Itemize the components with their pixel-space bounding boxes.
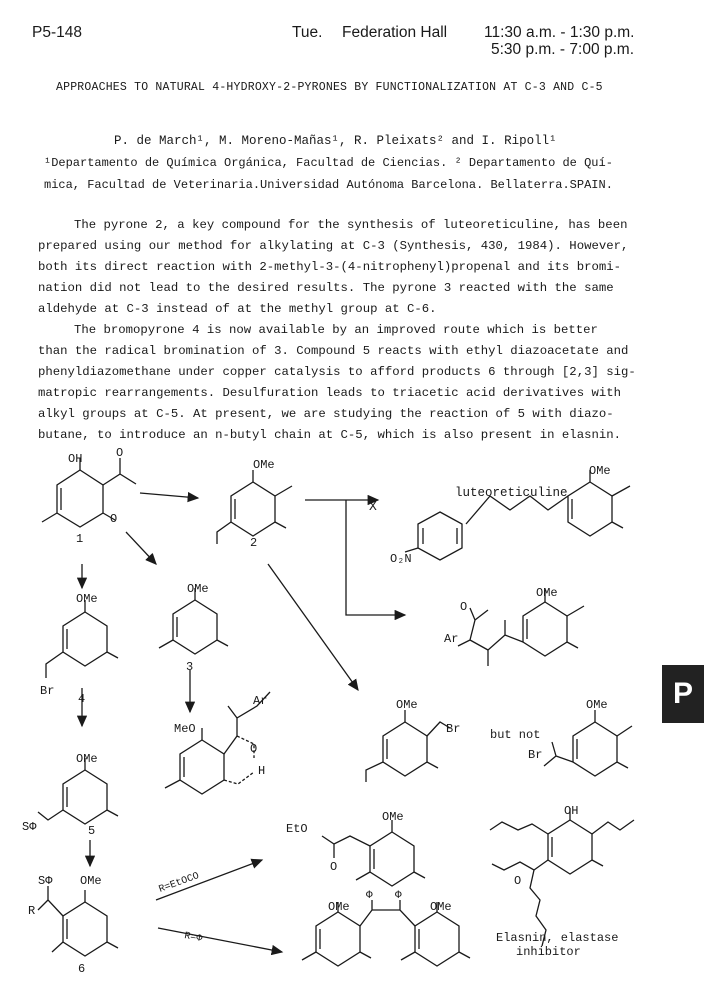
elasnin-caption: Elasnin, elastase — [496, 931, 619, 945]
author-list: P. de March¹, M. Moreno-Mañas¹, R. Pleixats² and I. Ripoll¹ — [114, 134, 557, 148]
nitro-label: O₂N — [390, 552, 412, 566]
ketone-oxygen-label: O — [514, 874, 522, 888]
hydroxy-label: OH — [564, 804, 579, 818]
compound-2-label: 2 — [250, 536, 258, 550]
aryl-label: Ar — [444, 632, 459, 646]
abstract-line: butane, to introduce an n-butyl chain at C-5, which is also present in elasnin. — [38, 428, 621, 442]
no-reaction-mark: X — [369, 499, 377, 514]
phenyl-label: Φ — [366, 890, 373, 902]
abstract-line: prepared using our method for alkylating at C-3 (Synthesis, 430, 1984). However, — [38, 239, 629, 253]
abstract-line: The bromopyrone 4 is now available by an improved route which is better — [74, 323, 598, 337]
methoxy-label: OMe — [187, 582, 209, 596]
thiophenyl-label: SΦ — [22, 820, 37, 834]
condition-phenyl: R=Φ — [183, 931, 203, 946]
bromo-label: Br — [40, 684, 55, 698]
session-time-2: 5:30 p.m. - 7:00 p.m. — [491, 41, 635, 58]
methoxy-label: OMe — [76, 752, 98, 766]
abstract-line: alkyl groups at C-5. At present, we are studying the reaction of 5 with diazo- — [38, 407, 614, 421]
abstract-line: than the radical bromination of 3. Compound 5 reacts with ethyl diazoacetate and — [38, 344, 629, 358]
session-location: Federation Hall — [342, 24, 448, 41]
hydroxyl-oxygen-label: O — [250, 742, 258, 756]
carbonyl-label: O — [116, 446, 124, 460]
section-tab-p: P — [662, 665, 704, 723]
abstract-line: nation did not lead to the desired results. The pyrone 3 reacted with the same — [38, 281, 614, 295]
methoxy-label: OMe — [586, 698, 608, 712]
r-group-label: R — [28, 904, 36, 918]
bromo-label: Br — [528, 748, 543, 762]
methoxy-label: OMe — [80, 874, 102, 888]
compound-5-label: 5 — [88, 824, 96, 838]
methoxy-label: OMe — [536, 586, 558, 600]
methoxy-label: OMe — [382, 810, 404, 824]
condition-ester: R=EtOCO — [157, 871, 201, 896]
methoxy-label: MeO — [174, 722, 196, 736]
ring-oxygen-label: O — [110, 512, 118, 526]
affiliation-line: ¹Departamento de Química Orgánica, Facultad de Ciencias. ² Departamento de Quí- — [44, 156, 613, 170]
compound-3-label: 3 — [186, 660, 194, 674]
methoxy-label: OMe — [253, 458, 275, 472]
affiliation-line: mica, Facultad de Veterinaria.Universidad Autónoma Barcelona. Bellaterra.SPAIN. — [44, 178, 613, 192]
aldehyde-oxygen-label: O — [460, 600, 468, 614]
methoxy-label: OMe — [589, 464, 611, 478]
session-day: Tue. — [292, 24, 323, 41]
bromo-label: Br — [446, 722, 461, 736]
methoxy-label: OMe — [430, 900, 452, 914]
luteoreticuline-label: luteoreticuline — [455, 486, 568, 500]
phenyl-label: Φ — [395, 890, 402, 902]
methoxy-label: OMe — [76, 592, 98, 606]
aryl-label: Ar — [253, 694, 268, 708]
paper-title: APPROACHES TO NATURAL 4-HYDROXY-2-PYRONES BY FUNCTIONALIZATION AT C-3 AND C-5 — [56, 81, 603, 94]
compound-4-label: 4 — [78, 692, 86, 706]
abstract-line: both its direct reaction with 2-methyl-3-(4-nitrophenyl)propenal and its bromi- — [38, 260, 621, 274]
abstract-line: phenyldiazomethane under copper catalysis to afford products 6 through [2,3] sig- — [38, 365, 636, 379]
methoxy-label: OMe — [396, 698, 418, 712]
thiophenyl-label: SΦ — [38, 874, 53, 888]
hydrogen-bond-label: H — [258, 764, 266, 778]
compound-1-label: 1 — [76, 532, 84, 546]
compound-6-label: 6 — [78, 962, 86, 976]
abstract-line: matropic rearrangements. Desulfuration leads to triacetic acid derivatives with — [38, 386, 621, 400]
ester-oxygen-label: O — [330, 860, 338, 874]
session-time-1: 11:30 a.m. - 1:30 p.m. — [484, 24, 635, 41]
methoxy-label: OMe — [328, 900, 350, 914]
poster-code: P5-148 — [32, 24, 82, 41]
abstract-line: The pyrone 2, a key compound for the synthesis of luteoreticuline, has been — [74, 218, 628, 232]
hydroxy-label: OH — [68, 452, 83, 466]
reaction-scheme — [0, 440, 704, 1007]
elasnin-caption: inhibitor — [516, 945, 581, 959]
ethoxy-label: EtO — [286, 822, 308, 836]
abstract-line: aldehyde at C-3 instead of at the methyl group at C-6. — [38, 302, 437, 316]
but-not-label: but not — [490, 728, 541, 742]
